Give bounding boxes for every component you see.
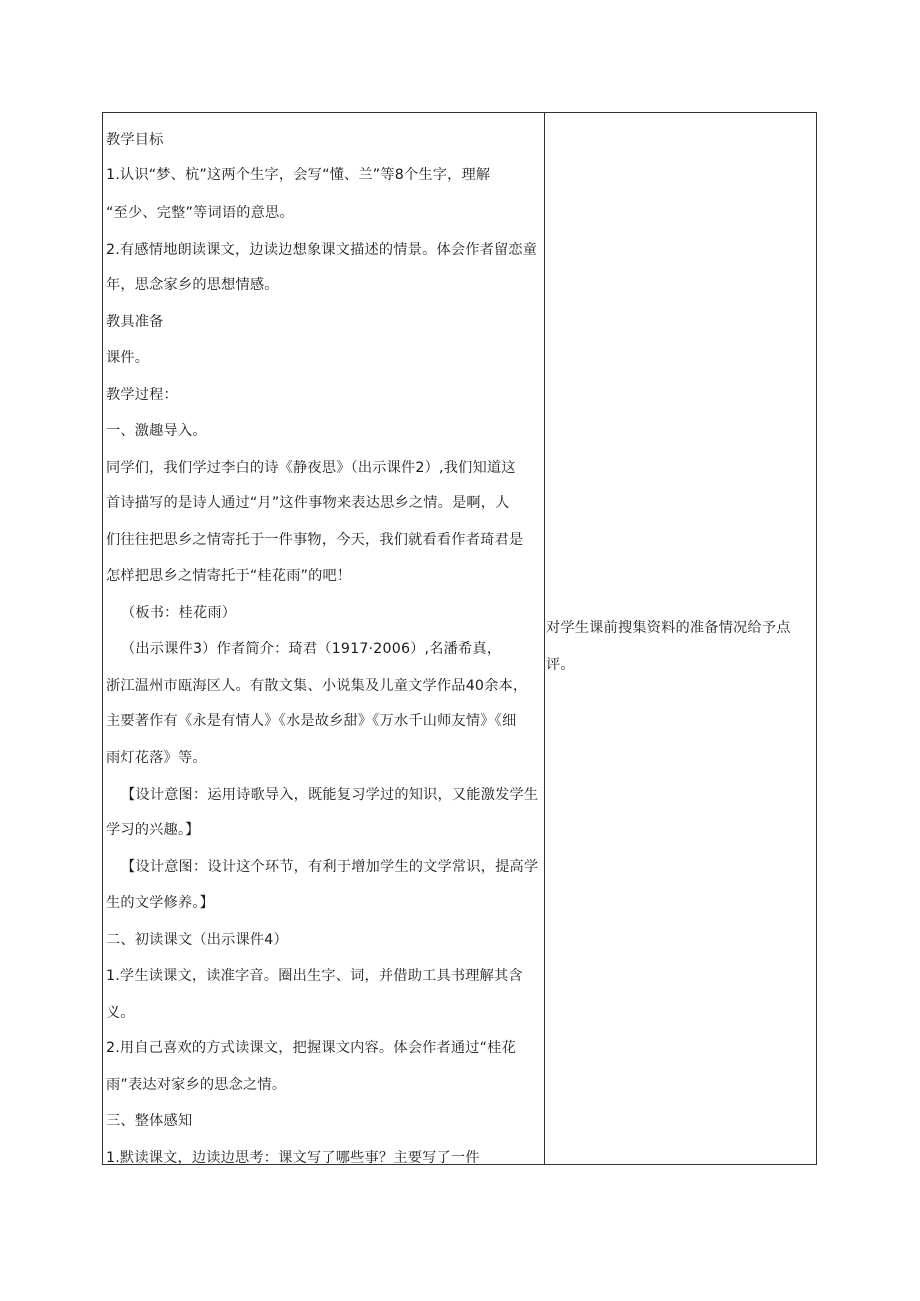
text-line: “至少、完整”等词语的意思。 <box>106 205 294 221</box>
text-line: 三、整体感知 <box>106 1113 193 1129</box>
text-line: 1.认识“梦、杭”这两个生字，会写“懂、兰”等8个生字，理解 <box>106 167 491 183</box>
text-line: （出示课件3）作者简介：琦君（1917·2006）,名潘希真， <box>121 641 502 657</box>
text-line: 主要著作有《永是有情人》《水是故乡甜》《万水千山师友情》《细 <box>106 713 517 729</box>
text-line: 【设计意图：设计这个环节，有利于增加学生的文学常识，提高学 <box>121 859 539 875</box>
text-line: 雨灯花落》等。 <box>106 750 207 766</box>
text-line: 二、初读课文（出示课件4） <box>106 932 288 948</box>
text-line: 一、激趣导入。 <box>106 423 207 439</box>
teaching-content-cell <box>103 113 544 1164</box>
text-line: 们往往把思乡之情寄托于一件事物，今天，我们就看看作者琦君是 <box>106 532 524 548</box>
lesson-plan-table <box>102 112 817 1165</box>
text-line: 雨”表达对家乡的思念之情。 <box>106 1077 287 1093</box>
text-line: 【设计意图：运用诗歌导入，既能复习学过的知识，又能激发学生 <box>121 787 539 803</box>
text-line: 生的文学修养。】 <box>106 895 215 911</box>
text-line: 教学目标 <box>106 132 164 148</box>
text-line: 同学们，我们学过李白的诗《静夜思》（出示课件2）,我们知道这 <box>106 460 516 476</box>
text-line: 怎样把思乡之情寄托于“桂花雨”的吧！ <box>106 568 352 584</box>
text-line: 1.学生读课文，读准字音。圈出生字、词，并借助工具书理解其含 <box>106 968 523 984</box>
text-line: 教具准备 <box>106 314 164 330</box>
text-line: （板书：桂花雨） <box>121 605 237 621</box>
text-line: 年，思念家乡的思想情感。 <box>106 277 279 293</box>
evaluation-note-line: 对学生课前搜集资料的准备情况给予点 <box>546 620 791 636</box>
text-line: 义。 <box>106 1005 135 1021</box>
text-line: 首诗描写的是诗人通过“月”这件事物来表达思乡之情。是啊，人 <box>106 495 510 511</box>
text-line: 1.默读课文，边读边思考：课文写了哪些事？主要写了一件 <box>106 1150 480 1166</box>
text-line: 课件。 <box>106 350 150 366</box>
text-line: 2.用自己喜欢的方式读课文，把握课文内容。体会作者通过“桂花 <box>106 1040 516 1056</box>
column-divider <box>544 113 545 1164</box>
text-line: 浙江温州市瓯海区人。有散文集、小说集及儿童文学作品40余本， <box>106 678 528 694</box>
evaluation-note-line: 评。 <box>546 657 575 673</box>
text-line: 教学过程： <box>106 387 178 403</box>
text-line: 学习的兴趣。】 <box>106 822 200 838</box>
text-line: 2.有感情地朗读课文，边读边想象课文描述的情景。体会作者留恋童 <box>106 242 538 258</box>
